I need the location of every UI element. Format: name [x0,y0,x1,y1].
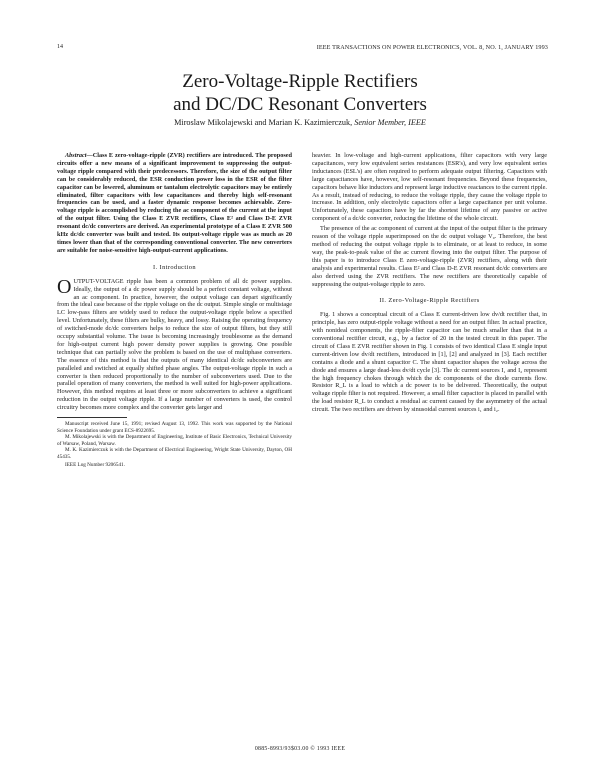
right-paragraph-1: heavier. In low-voltage and high-current applications, filter capacitors with very large capacitances, very low equivalent series resistances (ESR's), and very low equivalent series inductances (ESL's) are often required to perform adequate output filtering. Capacitors with large capacitances have, however, low self-resonant frequencies. Beyond these frequencies, capacitors behave like inductors and represent large inductive reactances to the current ripple. As a result, instead of reducing, to reduce the voltage ripple, they cause the voltage ripple to increase. In addition, only electrolytic capacitors offer a large capacitance per unit volume. Unfortunately, these capacitors have by far the shortest lifetime of any passive or active component of a dc/dc converter, reducing the lifetime of the whole circuit. [312,152,547,223]
footnote-author-2: M. K. Kazimierczuk is with the Department of Electrical Engineering, Wright State University, Dayton, OH 45435. [57,447,292,461]
left-column [57,152,292,468]
journal-header: IEEE TRANSACTIONS ON POWER ELECTRONICS, VOL. 8, NO. 1, JANUARY 1993 [316,44,548,51]
intro-paragraph [57,275,292,412]
footnote-ieee-log: IEEE Log Number 9206541. [65,461,125,468]
title-line-1: Zero-Voltage-Ripple Rectifiers [182,71,418,92]
right-paragraph-3: Fig. 1 shows a conceptual circuit of a Class E current-driven low dv/dt rectifier that, in principle, has zero output-ripple voltage without a need for an output filter. In actual practice, with nonideal components, the ripple-filter capacitor can be much smaller than that in a conventional rectifier circuit, e.g., by a factor of 20 in the tested circuit in this paper. The circuit of Class E ZVR rectifier shown in Fig. 1 consists of two identical Class E single input current-driven low dv/dt rectifiers, introduced in [1], [2] and analyzed in [3]. Each rectifier contains a diode and a shunt capacitor C. The shunt capacitor shapes the voltage across the diode and ensures a large dead-less dv/dt cycle [3]. The dc current sources I₁ and I₂ represent the high frequency chokes through which the dc components of the diode currents flow. Resistor R_L is a load to which a dc power is to be delivered. Theoretically, the output voltage ripple filter is not required. However, a small filter capacitor is placed in parallel with the load resistor R_L to conduct a residual ac current caused by the asymmetry of the actual circuit. The two rectifiers are driven by sinusoidal current sources i₁ and i₂. [312,311,547,414]
intro-text: UTPUT-VOLTAGE ripple has been a common problem of all dc power supplies. Ideally, the output of a dc power supply should be a perfect constant voltage, without an ac component. In practice, however, the output voltage can depart significantly from the ideal case because of the ripple voltage on the dc output. Simple single or multistage LC low-pass filters are widely used to reduce the output-voltage ripple below a specified level. Unfortunately, these filters are bulky, heavy, and lossy. Raising the operating frequency of switched-mode dc/dc converters helps to reduce the size of output filters, but they still occupy substantial volume. The issue is becoming increasingly troublesome as the demand for high-output current high power density power supplies is growing. One possible technique that can partially solve the problem is based on the use of multiphase converters. The essence of this method is that the outputs of many identical dc/dc subconverters are paralleled and switched at equally shifted phase angles. The output-voltage ripple in such a converter is then reduced proportionally to the number of subconverters used. Due to the parallel operation of many converters, the method is well suited for high-power applications. However, this method requires at least three or more subconverters to achieve a significant reduction in the output voltage ripple. If a large number of converters is used, the control circuitry becomes more complex and the converter gets larger and [57,277,292,412]
footnote-rule [57,417,127,418]
abstract-text: Class E zero-voltage-ripple (ZVR) rectifiers are introduced. The proposed circuits offer a new means of a significant improvement to suppressing the output-voltage ripple compared with their predecessors. Therefore, the size of the output filter can be considerably reduced, the ESR conduction power loss in the ESR of the filter capacitor can be lowered, aluminum or tantalum electrolytic capacitors may be entirely eliminated, filter capacitors with low capacitances and thereby high self-resonant frequencies can be used, and a faster dynamic response becomes achievable. Zero-voltage ripple is accomplished by reducing the ac component of the current at the input of the output filter. Using the Class E ZVR rectifiers, Class E² and Class D-E ZVR resonant dc/dc converters are derived. An experimental prototype of a Class E ZVR 500 kHz dc/dc converter was built and tested. Its output-voltage ripple was as much as 20 times lower than that of the corresponding conventional converter. The new converters are suitable for noise-sensitive high-output-current applications. [57,152,292,254]
paper-title [57,70,543,116]
page-number: 14 [57,44,63,50]
drop-cap: O [57,275,72,298]
abstract-lead: Abstract— [65,152,93,159]
right-column [312,152,547,414]
right-paragraph-2: The presence of the ac component of current at the input of the output filter is the primary reason of the voltage ripple superimposed on the dc output voltage V₀. Therefore, the best method of reducing the output voltage ripple is to eliminate, or at least to reduce, in some way, the peak-to-peak value of the ac current flowing into the output filter. The purpose of this paper is to introduce Class E zero-voltage-ripple (ZVR) rectifiers, along with their analysis and experimental results. Class E² and Class D-E ZVR resonant dc/dc converters are also derived using the ZVR rectifiers. The new rectifiers are theoretically capable of suppressing the output-voltage ripple to zero. [312,225,547,288]
footnote-manuscript: Manuscript received June 15, 1991; revised August 13, 1992. This work was supported by the National Science Foundation under grant ECS-8922695. [57,421,292,434]
footnote-author-1: M. Mikolajewski is with the Department of Engineering, Institute of Basic Electronics, Technical University of Warsaw, Poland, Warsaw. [57,434,292,447]
section-heading-introduction: I. Introduction [153,263,196,271]
title-line-2: and DC/DC Resonant Converters [173,94,427,115]
author-line [57,118,543,127]
copyright-footer: 0885-8993/93$03.00 © 1993 IEEE [254,746,346,752]
section-heading-zvr: II. Zero-Voltage-Ripple Rectifiers [379,297,480,305]
abstract [57,152,292,255]
author-names: Miroslaw Mikolajewski and Marian K. Kazimierczuk, [174,118,353,127]
author-membership: Senior Member, IEEE [354,118,426,127]
